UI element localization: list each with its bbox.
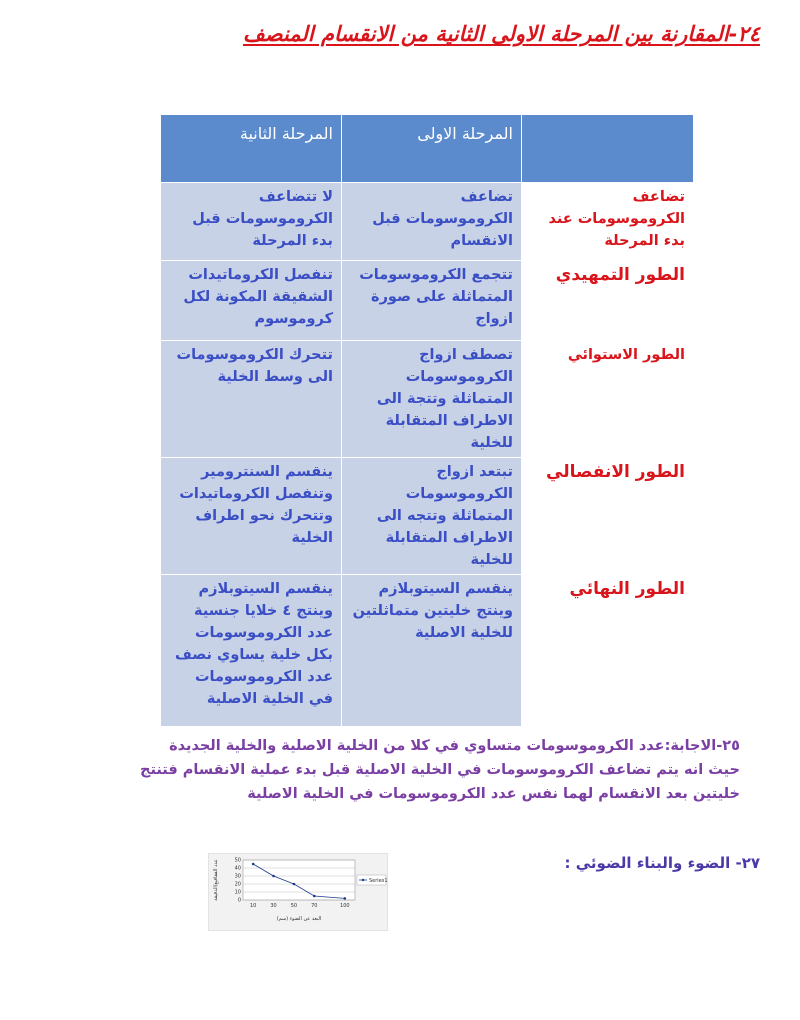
y-tick-label: 40 [234,865,241,872]
row-label: الطور التمهيدي [522,261,694,341]
x-tick-label: 30 [270,903,277,909]
second-stage-cell: لا تتضاعف الكروموسومات قبل بدء المرحلة [161,183,342,261]
second-stage-cell: تنفصل الكروماتيدات الشقيقة المكونة لكل كروموسوم [161,261,342,341]
plot-area [243,860,355,900]
second-stage-cell: ينقسم السيتوبلازم وينتج ٤ خلايا جنسية عدد الكروموسومات بكل خلية يساوي نصف عدد الكروموسومات في الخلية الاصلية [161,575,342,727]
table-row [161,341,694,458]
y-axis-label: عدد الفقاقيع/الدقيقة [213,859,219,901]
table-row [161,458,694,575]
first-stage-cell: تصطف ازواج الكروموسومات المتماثلة وتتجة الى الاطراف المتقابلة للخلية [342,341,522,458]
x-tick-label: 70 [311,903,318,909]
x-tick-label: 50 [290,903,298,909]
table-row [161,183,694,261]
first-stage-cell: ينقسم السيتوبلازم وينتج خليتين متماثلتين للخلية الاصلية [342,575,522,727]
question-27-title: ٢٧- الضوء والبناء الضوئي : [564,854,760,872]
y-tick-label: 0 [237,897,241,904]
second-stage-cell: تتحرك الكروموسومات الى وسط الخلية [161,341,342,458]
table-row [161,575,694,727]
first-stage-cell: تبتعد ازواج الكروموسومات المتماثلة وتتجه الى الاطراف المتقابلة للخلية [342,458,522,575]
data-point [313,895,316,898]
y-tick-label: 20 [234,881,241,888]
header-first-stage: المرحلة الاولى [342,115,522,183]
answer-line: ٢٥-الاجابة:عدد الكروموسومات متساوي في كلا من الخلية الاصلية والخلية الجديدة [169,738,740,754]
data-point [272,875,275,878]
row-label: الطور الاستوائي [522,341,694,458]
row-label: تضاعف الكروموسومات عند بدء المرحلة [522,183,694,261]
row-label: الطور الانفصالي [522,458,694,575]
second-stage-cell: ينقسم السنترومير وتنفصل الكروماتيدات وتتحرك نحو اطراف الخلية [161,458,342,575]
answer-25 [120,734,740,806]
y-tick-label: 10 [234,889,241,896]
first-stage-cell: تضاعف الكروموسومات قبل الانقسام [342,183,522,261]
data-point [252,863,255,866]
x-tick-label: 100 [340,903,350,909]
y-tick-label: 30 [234,873,241,880]
data-point [344,897,347,900]
x-axis-label: البعد عن الضوء (سم) [276,916,322,922]
y-tick-label: 50 [234,857,241,864]
legend-label: Series1 [369,878,387,884]
table-header-row [161,115,694,183]
answer-line: خليتين بعد الانقسام لهما نفس عدد الكروموسومات في الخلية الاصلية [247,786,740,802]
row-label: الطور النهائي [522,575,694,727]
first-stage-cell: تتجمع الكروموسومات المتماثلة على صورة ازواج [342,261,522,341]
header-second-stage: المرحلة الثانية [161,115,342,183]
table-row [161,261,694,341]
chart-svg [209,854,387,930]
legend-marker [362,879,364,881]
page-title: ٢٤-المقارنة بين المرحلة الاولى الثانية من الانقسام المنصف [243,22,760,46]
x-tick-label: 10 [249,903,257,909]
comparison-table [160,114,694,727]
answer-line: حيث انه يتم تضاعف الكروموسومات في الخلية الاصلية قبل بدء عملية الانقسام فتنتج [140,762,740,778]
header-empty-cell [522,115,694,183]
light-photosynthesis-chart [208,853,388,931]
data-point [293,883,296,886]
